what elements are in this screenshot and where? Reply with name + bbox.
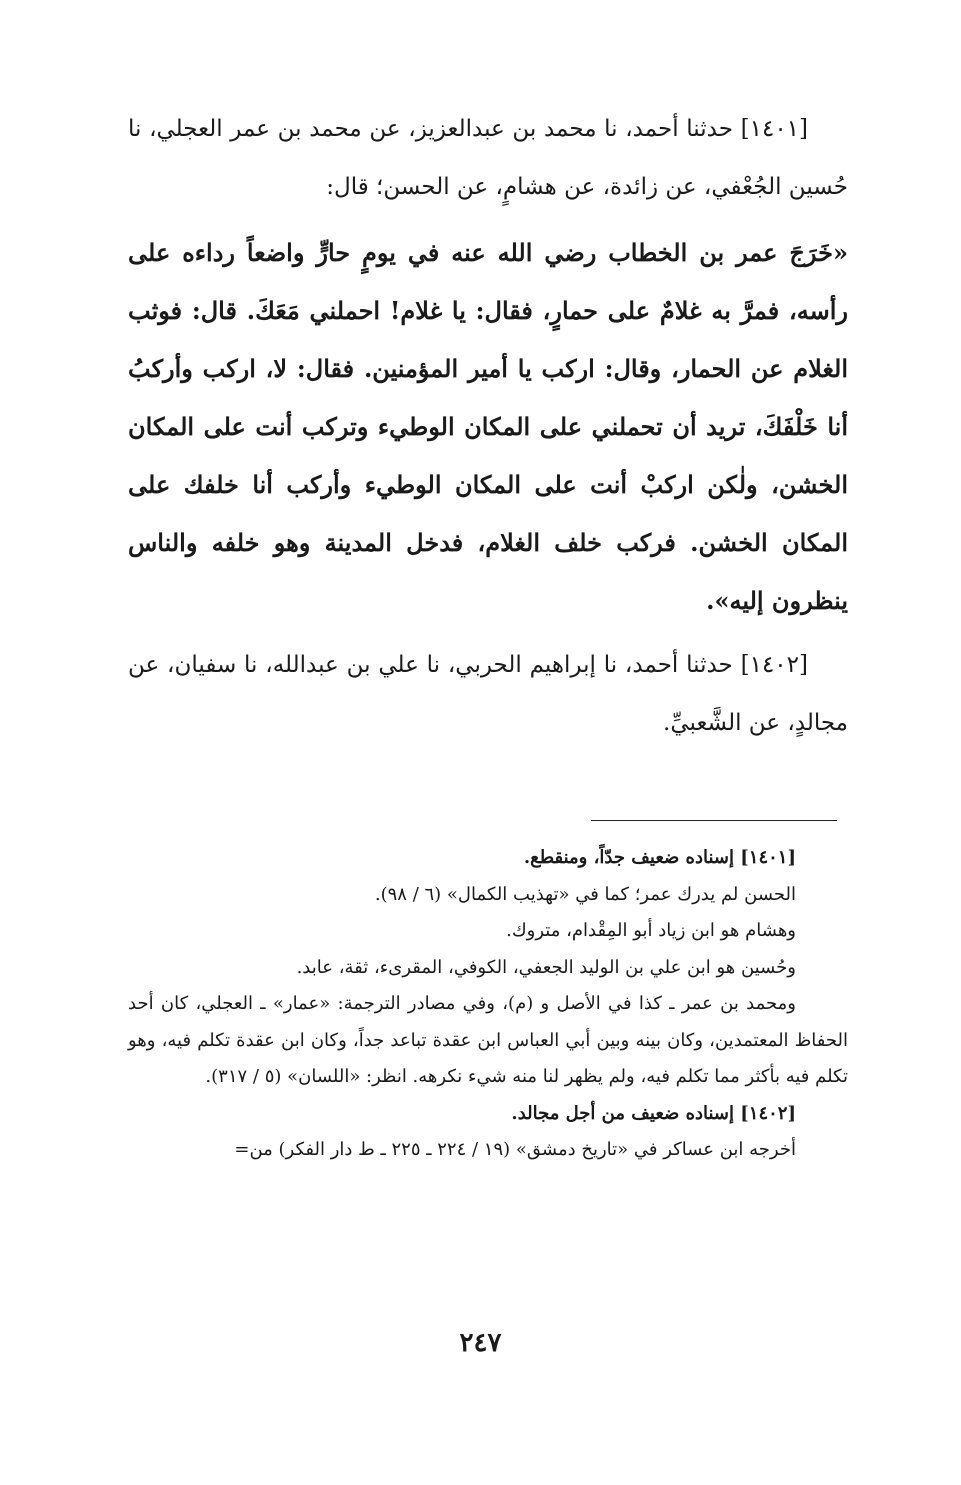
footnote-1402-heading: [١٤٠٢] إسناده ضعيف من أجل مجالد.	[511, 1102, 796, 1124]
footnote-1401-heading: [١٤٠١] إسناده ضعيف جدّاً، ومنقطع.	[523, 847, 796, 868]
main-text	[128, 100, 848, 752]
footnote-1401-line: وهشام هو ابن زياد أبو المِقْدام، متروك.	[506, 920, 796, 941]
hadith-1401-matn: «خَرَجَ عمر بن الخطاب رضي الله عنه في يومٍ حارٍّ واضعاً رداءه على رأسه، فمرَّ به غلامٌ على حمارٍ، فقال: يا غلام! احملني مَعَكَ. قال: فوثب الغلام عن الحمار، وقال: اركب يا أمير المؤمنين. فقال: لا، اركب وأركبُ أنا خَلْفَكَ، تريد أن تحملني على المكان الوطيء وتركب أنت على المكان الخشن، ولٰكن اركبْ أنت على المكان الوطيء وأركب أنا خلفك على المكان الخشن. فركب خلف الغلام، فدخل المدينة وهو خلفه والناس ينظرون إليه».	[128, 238, 849, 615]
hadith-1401-isnad	[128, 100, 848, 216]
hadith-1401-number: [١٤٠١]	[740, 116, 809, 142]
page-number: ٢٤٧	[459, 1328, 502, 1358]
hadith-1402-isnad-text: حدثنا أحمد، نا إبراهيم الحربي، نا علي بن عبدالله، نا سفيان، عن مجالدٍ، عن الشَّعبيِّ.	[128, 652, 848, 736]
hadith-1402-isnad	[128, 636, 848, 752]
footnote-1402-line: أخرجه ابن عساكر في «تاريخ دمشق» (١٩ / ٢٢٤ ـ ٢٢٥ ـ ط دار الفكر) من=	[234, 1139, 796, 1160]
footnote-1401-paragraph: ومحمد بن عمر ـ كذا في الأصل و (م)، وفي مصادر الترجمة: «عمار» ـ العجلي، كان أحد الحفاظ المعتمدين، وكان بينه وبين أبي العباس ابن عقدة تباعد جداً، وكان ابن عقدة تكلم فيه، وهو تكلم فيه بأكثر مما تكلم فيه، ولم يظهر لنا منه شيء نكرهه. انظر: «اللسان» (٥ / ٣١٧).	[128, 993, 848, 1087]
footnote-divider	[591, 820, 837, 821]
footnote-1401-line: الحسن لم يدرك عمر؛ كما في «تهذيب الكمال» (٦ / ٩٨).	[374, 883, 796, 905]
hadith-1401-isnad-text: حدثنا أحمد، نا محمد بن عبدالعزيز، عن محمد بن عمر العجلي، نا حُسين الجُعْفي، عن زائدة، عن هشامٍ، عن الحسن؛ قال:	[128, 116, 848, 200]
hadith-1402-number: [١٤٠٢]	[740, 652, 808, 678]
footnote-1401-line: وحُسين هو ابن علي بن الوليد الجعفي، الكوفي، المقرىء، ثقة، عابد.	[296, 956, 796, 978]
footnotes	[128, 840, 848, 1169]
